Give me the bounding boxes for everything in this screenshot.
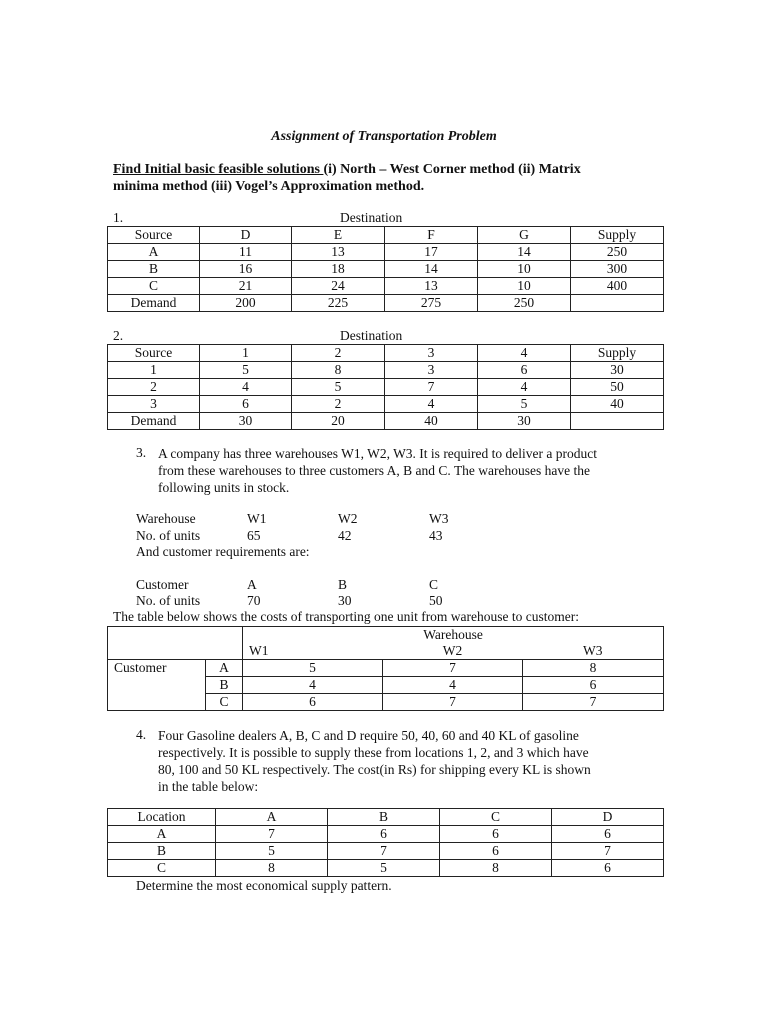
table-cell: 6 [552, 860, 664, 877]
problem-3-number: 3. [136, 445, 147, 460]
table-header-cell: Source [108, 345, 200, 362]
row-label-a: A [206, 660, 243, 677]
table-cell: 17 [385, 244, 478, 261]
table-header-cell: D [200, 227, 292, 244]
table-row [108, 843, 664, 860]
table-row [108, 396, 664, 413]
table-header-cell: Supply [571, 345, 664, 362]
row-label-c: C [206, 694, 243, 711]
table-cell: 8 [216, 860, 328, 877]
warehouse-group-header: Warehouse [243, 627, 664, 644]
instruction-line-2: minima method (iii) Vogel’s Approximation method. [113, 179, 425, 194]
table-cell: 14 [478, 244, 571, 261]
problem-4-number: 4. [136, 727, 147, 742]
table-cell: 7 [385, 379, 478, 396]
table-cell: 13 [292, 244, 385, 261]
instruction-underlined: Find Initial basic feasible solutions [113, 162, 324, 177]
table-header-row [108, 345, 664, 362]
instruction-line-1 [113, 161, 633, 178]
row-label-b: B [206, 677, 243, 694]
table-cell: 13 [385, 278, 478, 295]
table-cell: 5 [478, 396, 571, 413]
table-cell: 40 [385, 413, 478, 430]
problem-3-line: following units in stock. [158, 480, 290, 495]
table-header-cell: Location [108, 809, 216, 826]
table-header-cell: 4 [478, 345, 571, 362]
table-cell: 250 [571, 244, 664, 261]
table-cell: 6 [440, 843, 552, 860]
table-cell: 21 [200, 278, 292, 295]
table-header-cell: Supply [571, 227, 664, 244]
stock-w1: 65 [247, 528, 261, 543]
table-cell: C [108, 278, 200, 295]
problem-3-line: A company has three warehouses W1, W2, W3. It is required to deliver a product [158, 446, 598, 461]
table-cell: 6 [328, 826, 440, 843]
warehouse-w2: W2 [338, 511, 358, 526]
table-cell: 7 [552, 843, 664, 860]
cost-cell: 7 [523, 694, 664, 711]
table-cell: 225 [292, 295, 385, 312]
table-cell: 40 [571, 396, 664, 413]
table-header-cell: B [328, 809, 440, 826]
row-group-customer: Customer [108, 660, 206, 711]
table-cell: 7 [216, 826, 328, 843]
table-row [108, 413, 664, 430]
table-cell: 5 [200, 362, 292, 379]
table-cell: 8 [292, 362, 385, 379]
cost-cell: 6 [523, 677, 664, 694]
problem-4-line: in the table below: [158, 779, 259, 794]
table-cell: 20 [292, 413, 385, 430]
requirements-text: And customer requirements are: [136, 544, 310, 559]
table-cell: 30 [478, 413, 571, 430]
problem-3-line: from these warehouses to three customers A, B and C. The warehouses have the [158, 463, 591, 478]
cost-cell: 7 [383, 660, 523, 677]
table-header-cell: D [552, 809, 664, 826]
table-row [108, 826, 664, 843]
table-cell: 2 [108, 379, 200, 396]
table-cell: 3 [385, 362, 478, 379]
problem-1-caption: Destination [340, 210, 403, 225]
cost-cell: 4 [383, 677, 523, 694]
table-cell: 250 [478, 295, 571, 312]
table-cell: 11 [200, 244, 292, 261]
table-header-cell: A [216, 809, 328, 826]
customer-label: Customer [136, 577, 189, 592]
problem-1-number: 1. [113, 210, 124, 225]
table-cell: A [108, 244, 200, 261]
table-header-cell: 2 [292, 345, 385, 362]
table-cell: 400 [571, 278, 664, 295]
problem-4-footer: Determine the most economical supply pattern. [136, 878, 392, 893]
table-cell [571, 295, 664, 312]
table-cell: 200 [200, 295, 292, 312]
table-cell: 5 [292, 379, 385, 396]
table-cell: 30 [571, 362, 664, 379]
table-cell: 6 [440, 826, 552, 843]
warehouse-cost-table [107, 626, 664, 711]
problem-2-table [107, 344, 664, 430]
table-cell: B [108, 843, 216, 860]
table-cell: Demand [108, 295, 200, 312]
instruction-line-1-rest: (i) North – West Corner method (ii) Matrix [323, 162, 581, 177]
table-cell: 300 [571, 261, 664, 278]
table-cell: 7 [328, 843, 440, 860]
table-cell: 4 [385, 396, 478, 413]
table-cell: 10 [478, 261, 571, 278]
table-cell: 275 [385, 295, 478, 312]
table-header-cell: E [292, 227, 385, 244]
table-cell: 5 [216, 843, 328, 860]
table-row [108, 860, 664, 877]
table-cell: 2 [292, 396, 385, 413]
cost-cell: 5 [243, 660, 383, 677]
requirement-label: No. of units [136, 593, 201, 608]
page-title: Assignment of Transportation Problem [271, 129, 497, 144]
table-cell [571, 413, 664, 430]
cost-cell: 8 [523, 660, 664, 677]
table-cell: 8 [440, 860, 552, 877]
table-cell: 10 [478, 278, 571, 295]
problem-2-number: 2. [113, 328, 124, 343]
warehouse-w1: W1 [247, 511, 267, 526]
table-cell: C [108, 860, 216, 877]
table-cell: Demand [108, 413, 200, 430]
table-cell: 18 [292, 261, 385, 278]
table-cell: 6 [478, 362, 571, 379]
col-header-w2: W2 [383, 643, 523, 660]
problem-4-table [107, 808, 664, 877]
customer-c: C [429, 577, 439, 592]
problem-1-table [107, 226, 664, 312]
cost-table-caption: The table below shows the costs of transporting one unit from warehouse to customer: [113, 609, 580, 624]
problem-4-text [158, 727, 656, 795]
problem-2-caption: Destination [340, 328, 403, 343]
table-row [108, 295, 664, 312]
table-header-row [108, 809, 664, 826]
table-header-cell: F [385, 227, 478, 244]
table-row [108, 362, 664, 379]
table-row [108, 244, 664, 261]
stock-w3: 43 [429, 528, 443, 543]
stock-label: No. of units [136, 528, 201, 543]
table-cell: 50 [571, 379, 664, 396]
customer-a: A [247, 577, 257, 592]
cost-cell: 4 [243, 677, 383, 694]
requirement-c: 50 [429, 593, 443, 608]
table-cell: 4 [200, 379, 292, 396]
table-cell: 6 [200, 396, 292, 413]
table-cell: 30 [200, 413, 292, 430]
problem-4-line: 80, 100 and 50 KL respectively. The cost(in Rs) for shipping every KL is shown [158, 762, 591, 777]
table-row [108, 278, 664, 295]
warehouse-label: Warehouse [136, 511, 196, 526]
requirement-a: 70 [247, 593, 261, 608]
table-row [108, 379, 664, 396]
customer-b: B [338, 577, 348, 592]
table-cell: A [108, 826, 216, 843]
table-header-cell: C [440, 809, 552, 826]
table-cell: 5 [328, 860, 440, 877]
table-cell: 1 [108, 362, 200, 379]
table-header-cell: 1 [200, 345, 292, 362]
cost-cell: 6 [243, 694, 383, 711]
problem-3-text [158, 445, 656, 496]
col-header-w1: W1 [243, 643, 383, 660]
stock-w2: 42 [338, 528, 352, 543]
col-header-w3: W3 [523, 643, 664, 660]
table-cell: 16 [200, 261, 292, 278]
table-header-cell: 3 [385, 345, 478, 362]
table-header-row [108, 227, 664, 244]
table-header-cell: Source [108, 227, 200, 244]
requirement-b: 30 [338, 593, 352, 608]
problem-4-line: respectively. It is possible to supply these from locations 1, 2, and 3 which have [158, 745, 589, 760]
table-cell: 6 [552, 826, 664, 843]
problem-4-line: Four Gasoline dealers A, B, C and D require 50, 40, 60 and 40 KL of gasoline [158, 728, 579, 743]
instructions [113, 161, 633, 195]
table-header-cell: G [478, 227, 571, 244]
table-cell: 24 [292, 278, 385, 295]
warehouse-w3: W3 [429, 511, 449, 526]
table-row [108, 261, 664, 278]
table-cell: 14 [385, 261, 478, 278]
cost-cell: 7 [383, 694, 523, 711]
table-cell: B [108, 261, 200, 278]
table-cell: 4 [478, 379, 571, 396]
table-cell: 3 [108, 396, 200, 413]
